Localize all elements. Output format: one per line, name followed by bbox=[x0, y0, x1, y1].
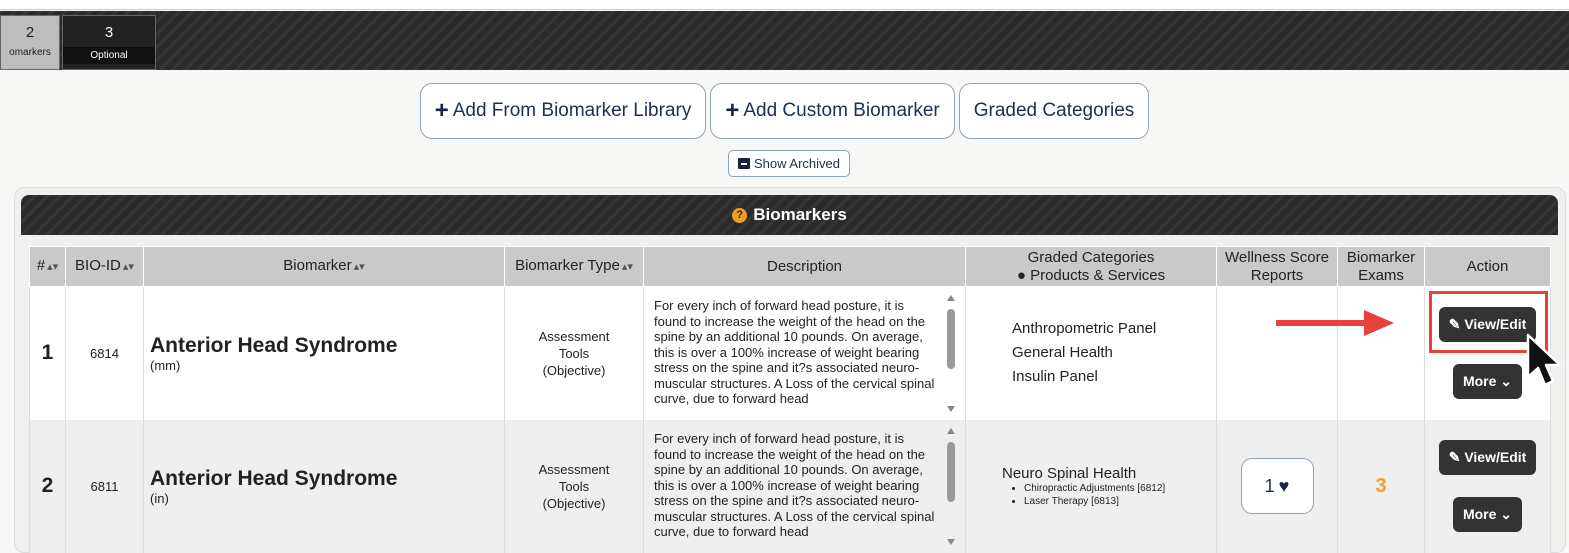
toolbar bbox=[0, 83, 1569, 139]
exams-cell bbox=[1338, 287, 1425, 420]
sort-icon: ▴▾ bbox=[47, 261, 59, 273]
description-text: For every inch of forward head posture, it is found to increase the weight of the head on the spine by an additional 10 pounds. On average, this is over a 100% increase of weight bearing stress on the spine and it?s associated neuro-muscular structures. A Loss of the cervical spinal curve, due to forward head bbox=[654, 431, 935, 539]
col-bioid[interactable]: BIO-ID ▴▾ bbox=[66, 247, 144, 287]
exams-cell[interactable] bbox=[1338, 420, 1425, 553]
product-item: • Chiropractic Adjustments [6812] bbox=[1024, 482, 1216, 495]
add-from-library-button[interactable] bbox=[420, 83, 707, 139]
view-edit-button[interactable]: ✎ View/Edit bbox=[1439, 307, 1537, 342]
product-item: • Laser Therapy [6813] bbox=[1024, 495, 1216, 508]
edit-icon: ✎ bbox=[1448, 316, 1461, 333]
wellness-cell bbox=[1217, 420, 1338, 553]
step-label: Optional bbox=[63, 47, 155, 64]
col-type[interactable]: Biomarker Type ▴▾ bbox=[505, 247, 644, 287]
products-list bbox=[1024, 482, 1216, 508]
description-scrollbar[interactable] bbox=[945, 295, 957, 412]
col-graded: Graded Categories ● Products & Services bbox=[966, 247, 1217, 287]
plus-icon: + bbox=[725, 97, 740, 124]
col-action: Action bbox=[1425, 247, 1551, 287]
more-button[interactable]: More ⌄ bbox=[1453, 364, 1522, 399]
biomarker-unit: (mm) bbox=[150, 357, 181, 373]
wellness-reports-button[interactable] bbox=[1241, 458, 1314, 514]
step-number: 2 bbox=[25, 24, 35, 41]
add-from-library-label: Add From Biomarker Library bbox=[452, 100, 692, 121]
biomarker-type: Assessment Tools (Objective) bbox=[505, 420, 644, 553]
add-custom-label: Add Custom Biomarker bbox=[743, 100, 940, 121]
chevron-down-icon: ⌄ bbox=[1500, 373, 1513, 390]
category-item: Neuro Spinal Health bbox=[1002, 464, 1137, 482]
description-cell bbox=[644, 287, 966, 420]
table-row bbox=[30, 420, 1551, 553]
step-3-optional[interactable] bbox=[62, 15, 156, 70]
wellness-cell bbox=[1217, 287, 1338, 420]
row-number: 1 bbox=[30, 287, 66, 420]
category-item: Anthropometric Panel bbox=[1012, 320, 1157, 338]
biomarker-type: Assessment Tools (Objective) bbox=[505, 287, 644, 420]
heart-pulse-icon: ♥ bbox=[1278, 475, 1290, 496]
step-label: omarkers bbox=[9, 47, 51, 58]
step-2-biomarkers[interactable] bbox=[0, 15, 60, 70]
top-bar bbox=[0, 0, 1569, 10]
col-biomarker[interactable]: Biomarker ▴▾ bbox=[144, 247, 505, 287]
more-button[interactable]: More ⌄ bbox=[1453, 497, 1522, 532]
biomarker-name: Anterior Head Syndrome bbox=[150, 466, 398, 490]
edit-icon: ✎ bbox=[1448, 449, 1461, 465]
biomarkers-table bbox=[29, 246, 1551, 553]
col-description: Description bbox=[644, 247, 966, 287]
graded-categories-cell bbox=[966, 420, 1217, 553]
graded-categories-cell bbox=[966, 287, 1217, 420]
exams-count[interactable]: 3 bbox=[1375, 474, 1387, 497]
table-row bbox=[30, 287, 1551, 420]
sort-icon: ▴▾ bbox=[353, 261, 365, 273]
help-icon[interactable]: ? bbox=[732, 208, 747, 223]
graded-categories-button[interactable] bbox=[959, 83, 1150, 139]
description-scrollbar[interactable] bbox=[945, 428, 957, 545]
col-exams: Biomarker Exams bbox=[1338, 247, 1425, 287]
row-number: 2 bbox=[30, 420, 66, 553]
view-edit-button[interactable]: ✎ View/Edit bbox=[1439, 440, 1537, 475]
step-bar bbox=[0, 11, 1569, 70]
table-header-row bbox=[30, 247, 1551, 287]
col-wellness: Wellness Score Reports bbox=[1217, 247, 1338, 287]
sort-icon: ▴▾ bbox=[621, 261, 633, 273]
graded-categories-label: Graded Categories bbox=[973, 100, 1135, 121]
add-custom-biomarker-button[interactable] bbox=[710, 83, 954, 139]
action-cell bbox=[1425, 420, 1551, 553]
biomarker-name: Anterior Head Syndrome bbox=[150, 333, 398, 357]
biomarker-cell bbox=[144, 287, 505, 420]
description-cell bbox=[644, 420, 966, 553]
wellness-count: 1 bbox=[1264, 475, 1275, 496]
description-text: For every inch of forward head posture, it is found to increase the weight of the head on the spine by an additional 10 pounds. On average, this is over a 100% increase of weight bearing stress on the spine and it?s associated neuro-muscular structures. A Loss of the cervical spinal curve, due to forward head bbox=[654, 298, 935, 407]
bio-id: 6811 bbox=[66, 420, 144, 553]
plus-icon: + bbox=[434, 97, 449, 124]
category-item: General Health bbox=[1012, 344, 1113, 362]
col-num[interactable]: # ▴▾ bbox=[30, 247, 66, 287]
show-archived-button[interactable] bbox=[728, 150, 850, 177]
panel-header bbox=[21, 195, 1558, 235]
mouse-cursor-icon bbox=[1525, 333, 1563, 393]
category-item: Insulin Panel bbox=[1012, 368, 1098, 386]
biomarker-cell bbox=[144, 420, 505, 553]
step-number: 3 bbox=[104, 24, 114, 41]
biomarker-unit: (in) bbox=[150, 490, 169, 506]
panel-title: Biomarkers bbox=[753, 205, 847, 224]
red-arrow-icon bbox=[1276, 310, 1394, 336]
show-archived-label: Show Archived bbox=[754, 156, 840, 171]
chevron-down-icon: ⌄ bbox=[1500, 506, 1513, 522]
sort-icon: ▴▾ bbox=[122, 261, 134, 273]
bio-id: 6814 bbox=[66, 287, 144, 420]
archive-icon bbox=[738, 158, 750, 169]
